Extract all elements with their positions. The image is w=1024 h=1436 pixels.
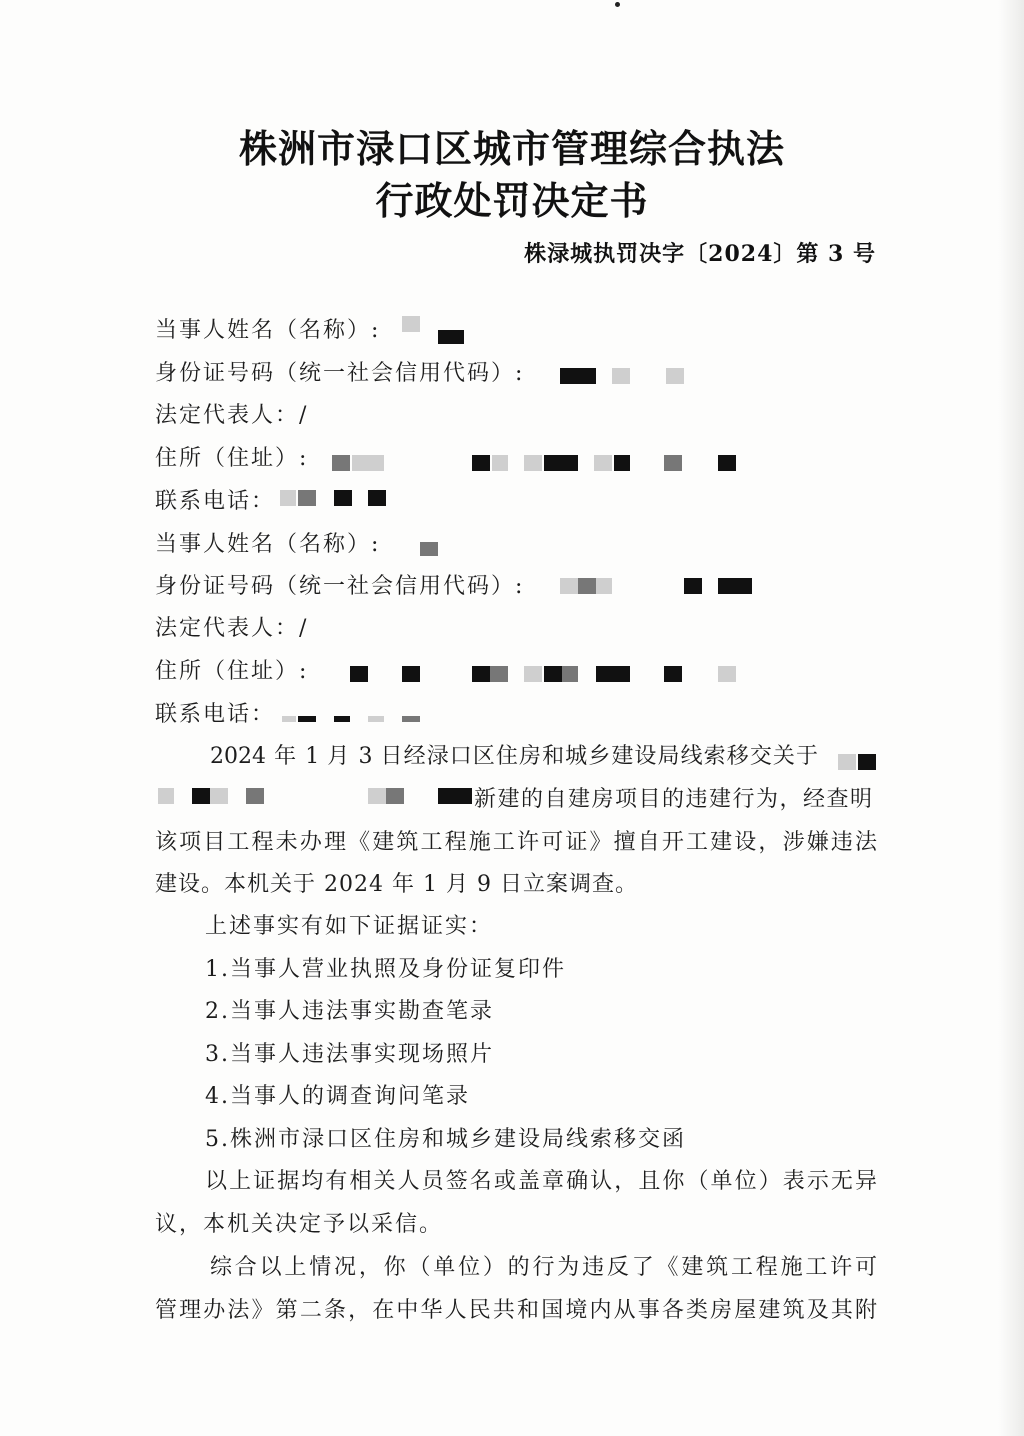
redaction-block [664, 455, 682, 471]
evidence-item: 4.当事人的调查询问笔录 [205, 1084, 470, 1109]
body-paragraph-1-line-1: 2024 年 1 月 3 日经渌口区住房和城乡建设局线索移交关于 [210, 744, 818, 769]
party1-phone-label: 联系电话： [155, 489, 276, 514]
redaction-block [838, 754, 856, 770]
redaction-block [472, 666, 490, 682]
redaction-block [562, 666, 578, 682]
redaction-block [420, 542, 438, 556]
body-paragraph-1-line-4: 建设。本机关于 2024 年 1 月 9 日立案调查。 [155, 872, 638, 897]
body-paragraph-1-line-2: 新建的自建房项目的违建行为，经查明 [474, 787, 874, 812]
redaction-block [612, 368, 630, 384]
redaction-block [666, 368, 684, 384]
party1-legal-rep: 法定代表人：/ [155, 403, 309, 428]
redaction-block [524, 455, 542, 471]
redaction-block [402, 716, 420, 722]
redaction-block [350, 666, 368, 682]
redaction-block [596, 666, 630, 682]
evidence-item: 2.当事人违法事实勘查笔录 [205, 999, 494, 1024]
redaction-block [352, 455, 384, 471]
party2-address-label: 住所（住址）: [155, 659, 309, 684]
redaction-block [560, 368, 596, 384]
redaction-block [560, 578, 578, 594]
evidence-intro: 上述事实有如下证据证实： [205, 914, 494, 939]
party1-address-label: 住所（住址）: [155, 446, 309, 471]
redaction-block [718, 666, 736, 682]
redaction-block [158, 788, 174, 804]
evidence-item: 1.当事人营业执照及身份证复印件 [205, 957, 566, 982]
redaction-block [298, 716, 316, 722]
document-subtitle: 行政处罚决定书 [375, 179, 649, 223]
body-paragraph-2-line-1: 以上证据均有相关人员签名或盖章确认，且你（单位）表示无异 [205, 1169, 877, 1194]
redaction-block [858, 754, 876, 770]
redaction-block [334, 490, 352, 506]
redaction-block [386, 788, 404, 804]
body-paragraph-3-line-2: 管理办法》第二条，在中华人民共和国境内从事各类房屋建筑及其附 [155, 1298, 877, 1323]
redaction-block [544, 666, 562, 682]
redaction-block [368, 788, 386, 804]
redaction-block [282, 716, 296, 722]
redaction-block [402, 666, 420, 682]
redaction-block [578, 578, 596, 594]
body-paragraph-1-line-3: 该项目工程未办理《建筑工程施工许可证》擅自开工建设，涉嫌违法 [155, 830, 877, 855]
party2-phone-label: 联系电话： [155, 702, 276, 727]
redaction-block [246, 788, 264, 804]
document-title: 株洲市渌口区城市管理综合执法 [238, 127, 785, 171]
redaction-block [596, 578, 612, 594]
evidence-item: 5.株洲市渌口区住房和城乡建设局线索移交函 [205, 1127, 686, 1152]
document-number: 株渌城执罚决字〔2024〕第 3 号 [524, 241, 876, 267]
redaction-block [368, 490, 386, 506]
party1-name-label: 当事人姓名（名称）: [155, 318, 381, 343]
redaction-block [664, 666, 682, 682]
body-paragraph-3-line-1: 综合以上情况，你（单位）的行为违反了《建筑工程施工许可 [210, 1255, 877, 1280]
redaction-block [524, 666, 542, 682]
redaction-block [368, 716, 384, 722]
redaction-block [438, 330, 464, 344]
redaction-block [472, 455, 490, 471]
redaction-block [718, 455, 736, 471]
redaction-block [490, 666, 508, 682]
redaction-block [594, 455, 612, 471]
evidence-item: 3.当事人违法事实现场照片 [205, 1042, 494, 1067]
redaction-block [684, 578, 702, 594]
redaction-block [492, 455, 508, 471]
party1-id-label: 身份证号码（统一社会信用代码）: [155, 361, 525, 386]
party2-legal-rep: 法定代表人：/ [155, 616, 309, 641]
redaction-block [614, 455, 630, 471]
redaction-block [402, 316, 420, 332]
redaction-block [280, 490, 296, 506]
redaction-block [298, 490, 316, 506]
scan-dot [615, 2, 620, 7]
redaction-block [438, 788, 472, 804]
party2-id-label: 身份证号码（统一社会信用代码）: [155, 574, 525, 599]
redaction-block [718, 578, 752, 594]
redaction-block [544, 455, 578, 471]
redaction-block [210, 788, 228, 804]
body-paragraph-2-line-2: 议，本机关决定予以采信。 [155, 1212, 444, 1237]
redaction-block [332, 455, 350, 471]
redaction-block [334, 716, 350, 722]
redaction-block [192, 788, 210, 804]
party2-name-label: 当事人姓名（名称）: [155, 532, 381, 557]
